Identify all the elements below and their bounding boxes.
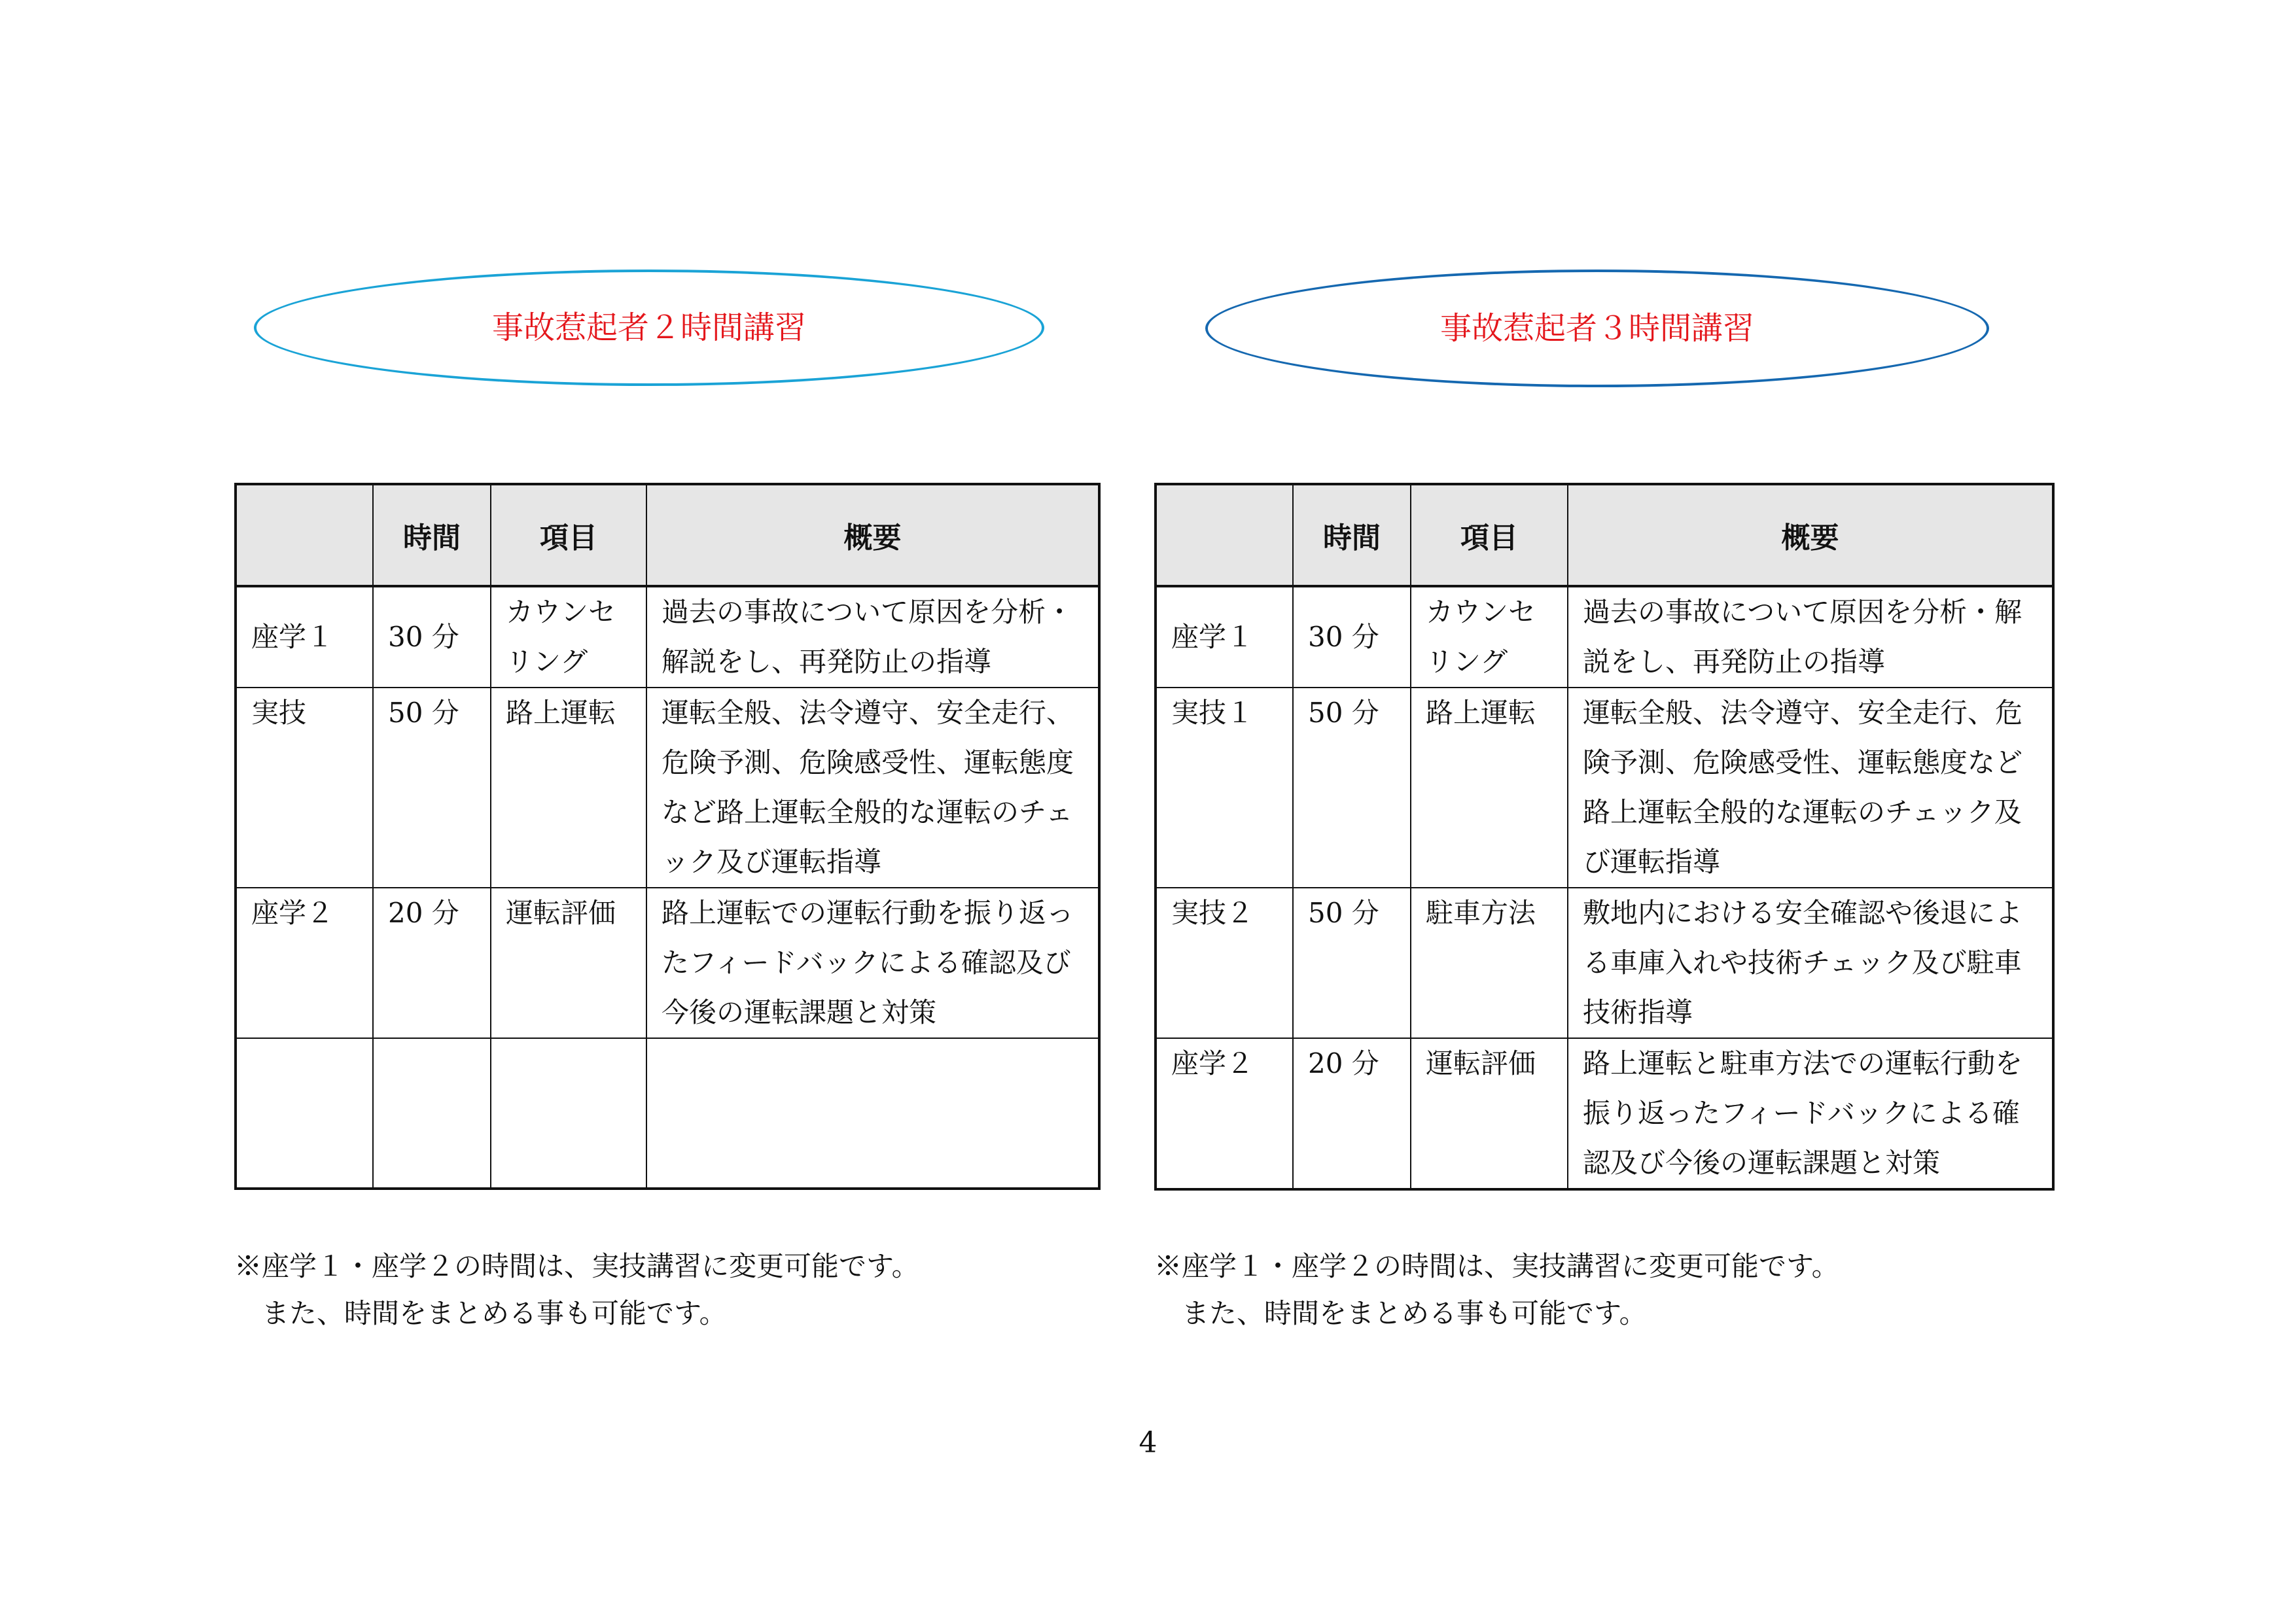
course-table-2h <box>234 483 1101 1190</box>
header-cell-summary: 概要 <box>1568 484 2053 586</box>
table-row <box>1156 688 2053 888</box>
cell-time: 30 分 <box>373 586 491 688</box>
cell-item: 運転評価 <box>1411 1038 1568 1189</box>
cell-item: 運転評価 <box>491 888 646 1038</box>
note-line-2: また、時間をまとめる事も可能です。 <box>1154 1297 1647 1329</box>
cell-time: 50 分 <box>1293 688 1411 888</box>
table-header-row <box>236 484 1099 586</box>
page-number: 4 <box>1139 1426 1157 1459</box>
table-row <box>1156 586 2053 688</box>
cell-summary: 過去の事故について原因を分析・解説をし、再発防止の指導 <box>646 586 1099 688</box>
header-cell-item: 項目 <box>491 484 646 586</box>
cell-session: 座学２ <box>1156 1038 1293 1189</box>
table-row <box>236 888 1099 1038</box>
cell-session: 座学２ <box>236 888 373 1038</box>
cell-item: カウンセリング <box>1411 586 1568 688</box>
cell-summary: 路上運転での運転行動を振り返ったフィードバックによる確認及び今後の運転課題と対策 <box>646 888 1099 1038</box>
cell-session: 座学１ <box>236 586 373 688</box>
note-line-1: ※座学１・座学２の時間は、実技講習に変更可能です。 <box>1154 1250 1839 1282</box>
cell-time: 30 分 <box>1293 586 1411 688</box>
header-cell-item: 項目 <box>1411 484 1568 586</box>
cell-session: 実技１ <box>1156 688 1293 888</box>
table-row <box>1156 888 2053 1038</box>
cell-time: 20 分 <box>1293 1038 1411 1189</box>
cell-session <box>236 1038 373 1189</box>
cell-item: カウンセリング <box>491 586 646 688</box>
course-title-oval-3h <box>1205 270 1989 387</box>
table-header-row <box>1156 484 2053 586</box>
note-line-1: ※座学１・座学２の時間は、実技講習に変更可能です。 <box>234 1250 919 1282</box>
cell-summary: 運転全般、法令遵守、安全走行、危険予測、危険感受性、運転態度など路上運転全般的な運転のチェック及び運転指導 <box>646 688 1099 888</box>
header-cell-blank <box>1156 484 1293 586</box>
cell-time: 20 分 <box>373 888 491 1038</box>
note-line-2: また、時間をまとめる事も可能です。 <box>234 1297 727 1329</box>
cell-summary <box>646 1038 1099 1189</box>
cell-time <box>373 1038 491 1189</box>
cell-item: 駐車方法 <box>1411 888 1568 1038</box>
cell-time: 50 分 <box>1293 888 1411 1038</box>
cell-session: 座学１ <box>1156 586 1293 688</box>
table-row <box>236 1038 1099 1189</box>
cell-time: 50 分 <box>373 688 491 888</box>
cell-item: 路上運転 <box>1411 688 1568 888</box>
course-table-3h <box>1154 483 2055 1191</box>
course-title: 事故惹起者３時間講習 <box>1439 310 1754 347</box>
table-row <box>236 586 1099 688</box>
course-title-oval-2h <box>254 270 1044 386</box>
table-row <box>1156 1038 2053 1189</box>
cell-summary: 敷地内における安全確認や後退による車庫入れや技術チェック及び駐車技術指導 <box>1568 888 2053 1038</box>
header-cell-summary: 概要 <box>646 484 1099 586</box>
course-title: 事故惹起者２時間講習 <box>491 309 806 346</box>
header-cell-blank <box>236 484 373 586</box>
cell-item: 路上運転 <box>491 688 646 888</box>
header-cell-time: 時間 <box>1293 484 1411 586</box>
cell-summary: 運転全般、法令遵守、安全走行、危険予測、危険感受性、運転態度など路上運転全般的な運転のチェック及び運転指導 <box>1568 688 2053 888</box>
header-cell-time: 時間 <box>373 484 491 586</box>
table-row <box>236 688 1099 888</box>
cell-item <box>491 1038 646 1189</box>
cell-session: 実技 <box>236 688 373 888</box>
cell-summary: 路上運転と駐車方法での運転行動を振り返ったフィードバックによる確認及び今後の運転課題と対策 <box>1568 1038 2053 1189</box>
cell-summary: 過去の事故について原因を分析・解説をし、再発防止の指導 <box>1568 586 2053 688</box>
cell-session: 実技２ <box>1156 888 1293 1038</box>
